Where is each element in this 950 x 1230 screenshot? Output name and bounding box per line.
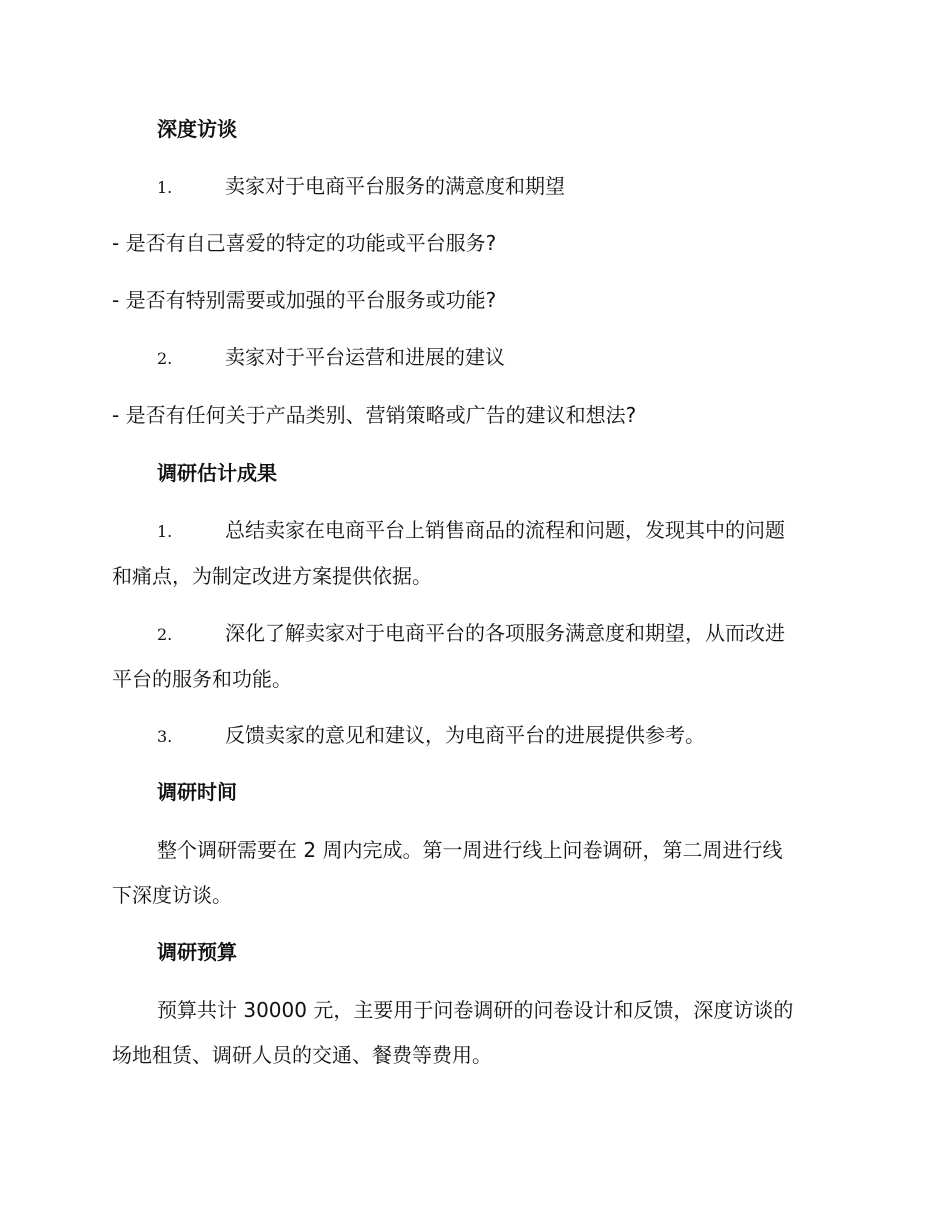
list-number: 3.	[157, 727, 173, 746]
list-item-text: 反馈卖家的意见和建议，为电商平台的进展提供参考。	[225, 723, 705, 747]
results-item-3	[157, 721, 887, 751]
results-item-2	[157, 619, 887, 649]
list-number: 2.	[157, 625, 173, 644]
results-item-1	[157, 516, 887, 546]
heading-deep-interview: 深度访谈	[157, 117, 237, 141]
time-paragraph-line-1: 整个调研需要在 2 周内完成。第一周进行线上问卷调研，第二周进行线	[157, 838, 783, 862]
interview-question-1: - 是否有自己喜爱的特定的功能或平台服务?	[112, 231, 497, 255]
list-number: 1.	[157, 178, 173, 197]
time-paragraph-line-2: 下深度访谈。	[112, 883, 232, 907]
interview-question-3: - 是否有任何关于产品类别、营销策略或广告的建议和想法?	[112, 403, 637, 427]
interview-item-1	[157, 172, 887, 202]
results-item-1-continued: 和痛点，为制定改进方案提供依据。	[112, 564, 432, 588]
budget-paragraph-line-2: 场地租赁、调研人员的交通、餐费等费用。	[112, 1043, 492, 1067]
interview-item-2	[157, 343, 887, 373]
list-item-text: 深化了解卖家对于电商平台的各项服务满意度和期望，从而改进	[225, 621, 785, 645]
list-number: 1.	[157, 522, 173, 541]
heading-research-budget: 调研预算	[157, 940, 237, 964]
list-item-text: 卖家对于平台运营和进展的建议	[225, 345, 505, 369]
heading-research-time: 调研时间	[157, 780, 237, 804]
budget-paragraph-line-1: 预算共计 30000 元，主要用于问卷调研的问卷设计和反馈，深度访谈的	[157, 998, 794, 1022]
list-number: 2.	[157, 349, 173, 368]
heading-expected-results: 调研估计成果	[157, 461, 277, 485]
list-item-text: 总结卖家在电商平台上销售商品的流程和问题，发现其中的问题	[225, 518, 785, 542]
interview-question-2: - 是否有特别需要或加强的平台服务或功能?	[112, 288, 497, 312]
results-item-2-continued: 平台的服务和功能。	[112, 667, 292, 691]
list-item-text: 卖家对于电商平台服务的满意度和期望	[225, 174, 565, 198]
